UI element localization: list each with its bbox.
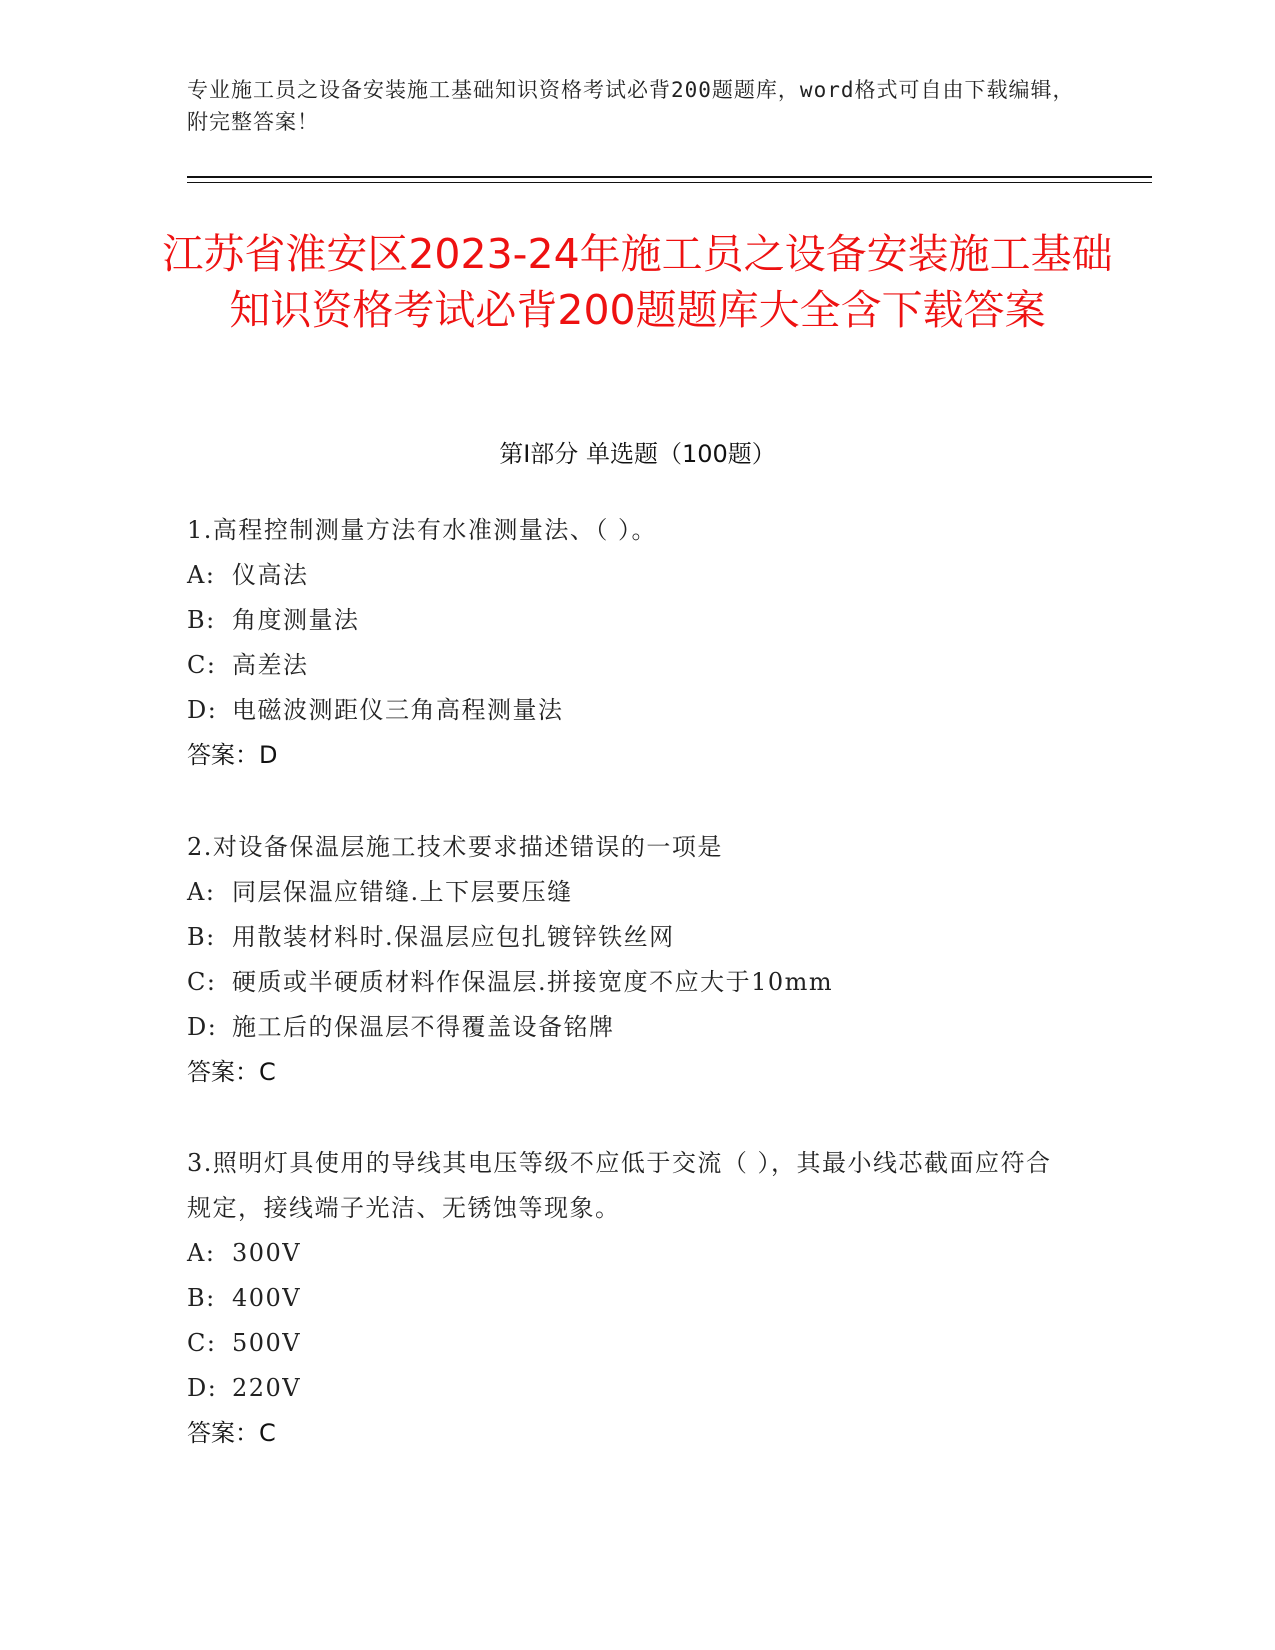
question-stem: 3.照明灯具使用的导线其电压等级不应低于交流（ ），其最小线芯截面应符合规定，接线端子光洁、无锈蚀等现象。 xyxy=(187,1149,1052,1222)
option-c xyxy=(187,1321,1087,1366)
question-stem: 1.高程控制测量方法有水准测量法、（ ）。 xyxy=(187,516,658,544)
option-b xyxy=(187,1276,1087,1321)
option-text: 220V xyxy=(232,1374,302,1402)
option-text: 电磁波测距仪三角高程测量法 xyxy=(232,696,564,724)
option-letter: D: xyxy=(187,1374,218,1402)
option-text: 硬质或半硬质材料作保温层.拼接宽度不应大于10mm xyxy=(232,968,834,996)
option-letter: C: xyxy=(187,651,217,679)
option-d xyxy=(187,1005,1087,1050)
answer-line: 答案：C xyxy=(187,1058,276,1086)
option-text: 同层保温应错缝.上下层要压缝 xyxy=(232,878,573,906)
header-rule-thin xyxy=(187,182,1152,183)
option-d xyxy=(187,1366,1087,1411)
option-d xyxy=(187,688,1087,733)
answer-line: 答案：D xyxy=(187,741,278,769)
option-text: 施工后的保温层不得覆盖设备铭牌 xyxy=(232,1013,615,1041)
option-a xyxy=(187,1231,1087,1276)
option-text: 仪高法 xyxy=(232,561,309,589)
option-a xyxy=(187,870,1087,915)
document-intro: 专业施工员之设备安装施工基础知识资格考试必背200题题库，word格式可自由下载编辑，附完整答案！ xyxy=(187,78,1075,134)
option-b xyxy=(187,915,1087,960)
option-letter: A: xyxy=(187,1239,216,1267)
option-text: 500V xyxy=(232,1329,302,1357)
header-rule-thick xyxy=(187,176,1152,178)
option-text: 300V xyxy=(232,1239,302,1267)
option-a xyxy=(187,553,1087,598)
option-letter: A: xyxy=(187,561,216,589)
section-heading: 第Ⅰ部分 单选题（100题） xyxy=(499,440,776,468)
option-b xyxy=(187,598,1087,643)
option-text: 高差法 xyxy=(232,651,309,679)
question-2 xyxy=(187,825,1087,1095)
option-letter: B: xyxy=(187,1284,216,1312)
option-letter: B: xyxy=(187,606,216,634)
question-1 xyxy=(187,508,1087,778)
question-3 xyxy=(187,1141,1087,1456)
option-letter: C: xyxy=(187,1329,217,1357)
option-letter: D: xyxy=(187,696,218,724)
option-text: 角度测量法 xyxy=(232,606,360,634)
option-letter: B: xyxy=(187,923,216,951)
option-text: 400V xyxy=(232,1284,302,1312)
answer-line: 答案：C xyxy=(187,1419,276,1447)
question-stem: 2.对设备保温层施工技术要求描述错误的一项是 xyxy=(187,833,723,861)
option-letter: C: xyxy=(187,968,217,996)
document-title: 江苏省淮安区2023-24年施工员之设备安装施工基础知识资格考试必背200题题库大全含下载答案 xyxy=(162,230,1113,334)
option-c xyxy=(187,643,1087,688)
option-letter: A: xyxy=(187,878,216,906)
option-letter: D: xyxy=(187,1013,218,1041)
option-c xyxy=(187,960,1087,1005)
option-text: 用散装材料时.保温层应包扎镀锌铁丝网 xyxy=(232,923,675,951)
